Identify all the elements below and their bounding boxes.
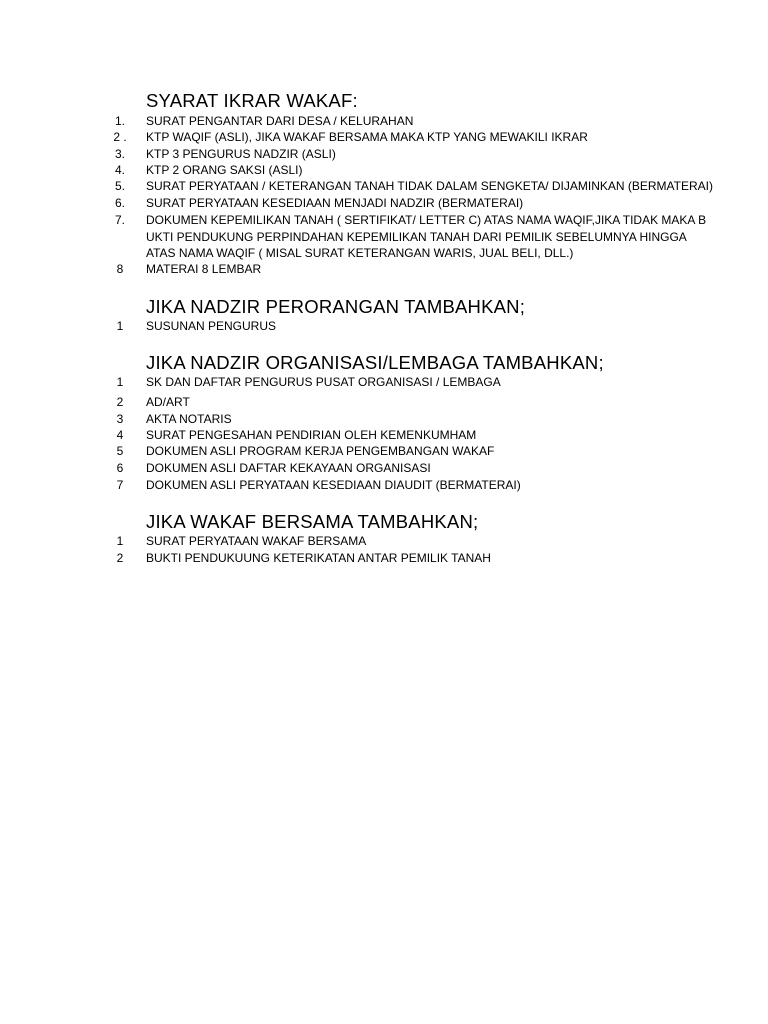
list-item-continuation [0,245,768,261]
section-title-wakaf-bersama: JIKA WAKAF BERSAMA TAMBAHKAN; [146,511,479,532]
item-number: 7 [116,478,124,492]
item-text: SURAT PENGANTAR DARI DESA / KELURAHAN [146,114,414,128]
item-text: SK DAN DAFTAR PENGURUS PUSAT ORGANISASI / LEMBAGA [146,375,501,389]
item-text: KTP WAQIF (ASLI), JIKA WAKAF BERSAMA MAKA KTP YANG MEWAKILI IKRAR [146,130,588,144]
item-number: 1 [116,319,124,333]
section-title-nadzir-perorangan: JIKA NADZIR PERORANGAN TAMBAHKAN; [146,296,526,317]
item-number: 6. [114,196,125,210]
item-number: 1. [114,114,125,128]
item-number: 1 [116,375,124,389]
item-number: 5. [114,179,125,193]
list-item [0,443,768,459]
list-item [0,178,768,194]
item-number: 8 [116,262,124,276]
item-number: 2 [116,395,124,409]
item-number: 7. [114,213,125,227]
item-text: DOKUMEN ASLI DAFTAR KEKAYAAN ORGANISASI [146,461,431,475]
item-number: 4. [114,163,125,177]
list-item [0,427,768,443]
item-text: DOKUMEN ASLI PROGRAM KERJA PENGEMBANGAN WAKAF [146,444,495,458]
item-text: KTP 3 PENGURUS NADZIR (ASLI) [146,147,336,161]
item-number: 1 [116,534,124,548]
section-title-nadzir-organisasi: JIKA NADZIR ORGANISASI/LEMBAGA TAMBAHKAN; [146,352,604,373]
list-item [0,460,768,476]
list-item [0,394,768,410]
item-number: 5 [116,444,124,458]
item-text: SURAT PERYATAAN WAKAF BERSAMA [146,534,367,548]
item-text: DOKUMEN ASLI PERYATAAN KESEDIAAN DIAUDIT (BERMATERAI) [146,478,521,492]
section-title-syarat-ikrar-wakaf: SYARAT IKRAR WAKAF: [146,90,358,111]
item-number: 6 [116,461,124,475]
list-item [0,146,768,162]
list-item [0,195,768,211]
list-item [0,477,768,493]
list-item [0,318,768,334]
list-item-continuation [0,229,768,245]
item-text: SURAT PENGESAHAN PENDIRIAN OLEH KEMENKUMHAM [146,428,477,442]
item-number: 3. [114,147,125,161]
list-item [0,212,768,228]
item-text: SUSUNAN PENGURUS [146,319,277,333]
item-text: AKTA NOTARIS [146,412,232,426]
item-text: DOKUMEN KEPEMILIKAN TANAH ( SERTIFIKAT/ LETTER C) ATAS NAMA WAQIF,JIKA TIDAK MAKA B [146,213,707,227]
item-text: MATERAI 8 LEMBAR [146,262,262,276]
item-text: SURAT PERYATAAN KESEDIAAN MENJADI NADZIR (BERMATERAI) [146,196,524,210]
item-text: ATAS NAMA WAQIF ( MISAL SURAT KETERANGAN WARIS, JUAL BELI, DLL.) [146,246,574,260]
item-text: SURAT PERYATAAN / KETERANGAN TANAH TIDAK DALAM SENGKETA/ DIJAMINKAN (BERMATERAI) [146,179,713,193]
item-number: 4 [116,428,124,442]
list-item [0,411,768,427]
list-item [0,533,768,549]
list-item [0,550,768,566]
item-number: 2 . [113,130,127,144]
item-number: 3 [116,412,124,426]
list-item [0,162,768,178]
item-text: UKTI PENDUKUNG PERPINDAHAN KEPEMILIKAN TANAH DARI PEMILIK SEBELUMNYA HINGGA [146,230,687,244]
list-item [0,374,768,390]
item-number: 2 [116,551,124,565]
item-text: BUKTI PENDUKUUNG KETERIKATAN ANTAR PEMILIK TANAH [146,551,491,565]
item-text: AD/ART [146,395,190,409]
list-item [0,113,768,129]
list-item [0,261,768,277]
list-item [0,129,768,145]
item-text: KTP 2 ORANG SAKSI (ASLI) [146,163,303,177]
